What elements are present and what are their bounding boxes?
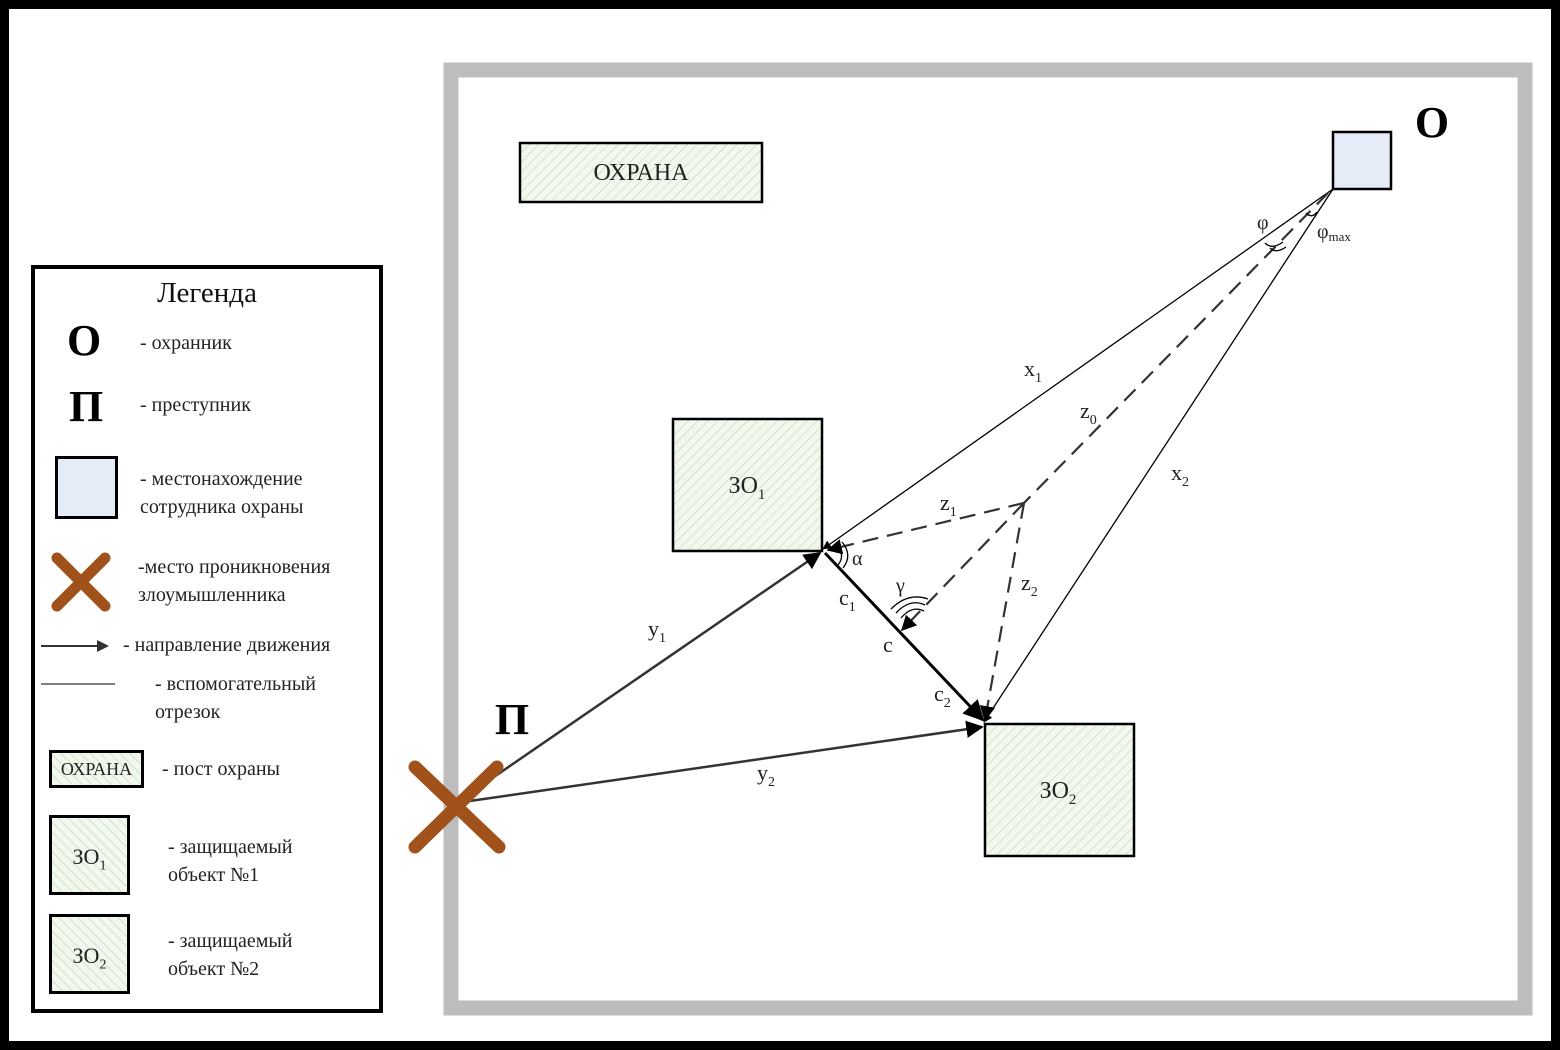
legend-guard-location-line1: - местонахождение: [140, 468, 303, 490]
label-x1: $x_1$: [1024, 356, 1042, 386]
legend-movement-text: - направление движения: [123, 634, 331, 656]
label-phi: φ: [1257, 212, 1269, 234]
object2-label: $ЗО_2$: [1039, 778, 1077, 808]
legend-guard-text: - охранник: [140, 332, 232, 354]
legend-guard-location-line2: сотрудника охраны: [140, 496, 304, 518]
legend-object1-box-label: $ЗО_1$: [72, 844, 107, 874]
label-z2: $z_2$: [1021, 570, 1038, 600]
legend-guard-symbol: О: [67, 316, 102, 365]
label-gamma: γ: [896, 575, 905, 597]
legend-entry-cross-icon: [51, 552, 111, 612]
label-y2: $y_2$: [757, 760, 775, 790]
guard-location-box: [1333, 132, 1391, 189]
legend-guard-post-box-label: ОХРАНА: [60, 759, 133, 779]
legend-arrow-icon: [39, 639, 111, 653]
label-z1: $z_1$: [940, 490, 957, 520]
label-phimax: φmax: [1317, 221, 1351, 244]
intruder-label: П: [494, 695, 530, 744]
label-c1: $c_1$: [839, 585, 856, 615]
legend-guard-post-text: - пост охраны: [162, 758, 280, 780]
legend-guard-location-box: [55, 456, 118, 519]
legend-object2-line1: - защищаемый: [168, 930, 293, 952]
legend-aux-line1: - вспомогательный: [155, 673, 316, 695]
label-alpha: α: [852, 548, 863, 570]
legend-entry-line2: злоумышленника: [138, 584, 286, 606]
legend-object1-box: [49, 815, 130, 895]
label-c2: $c_2$: [934, 681, 951, 711]
legend-line-icon: [41, 681, 121, 687]
legend-title: Легенда: [157, 277, 257, 309]
legend-guard-post-box: [49, 750, 144, 788]
legend-intruder-symbol: П: [69, 382, 104, 431]
legend-object1-line1: - защищаемый: [168, 836, 293, 858]
legend-object2-box-label: $ЗО_2$: [72, 943, 107, 973]
object1-label: $ЗО_1$: [728, 473, 766, 503]
guard-label: О: [1414, 98, 1450, 147]
label-z0: $z_0$: [1080, 398, 1097, 428]
legend-object1-line2: объект №1: [168, 864, 260, 886]
legend-entry-line1: -место проникновения: [138, 556, 331, 578]
legend-object2-line2: объект №2: [168, 958, 260, 980]
label-c: c: [883, 632, 893, 657]
legend-aux-line2: отрезок: [155, 701, 221, 723]
legend-intruder-text: - преступник: [140, 394, 251, 416]
label-y1: $y_1$: [648, 616, 666, 646]
legend-object2-box: [49, 914, 130, 994]
guard-post-label: ОХРАНА: [593, 160, 689, 186]
legend-panel: [31, 265, 383, 1013]
label-x2: $x_2$: [1171, 460, 1189, 490]
